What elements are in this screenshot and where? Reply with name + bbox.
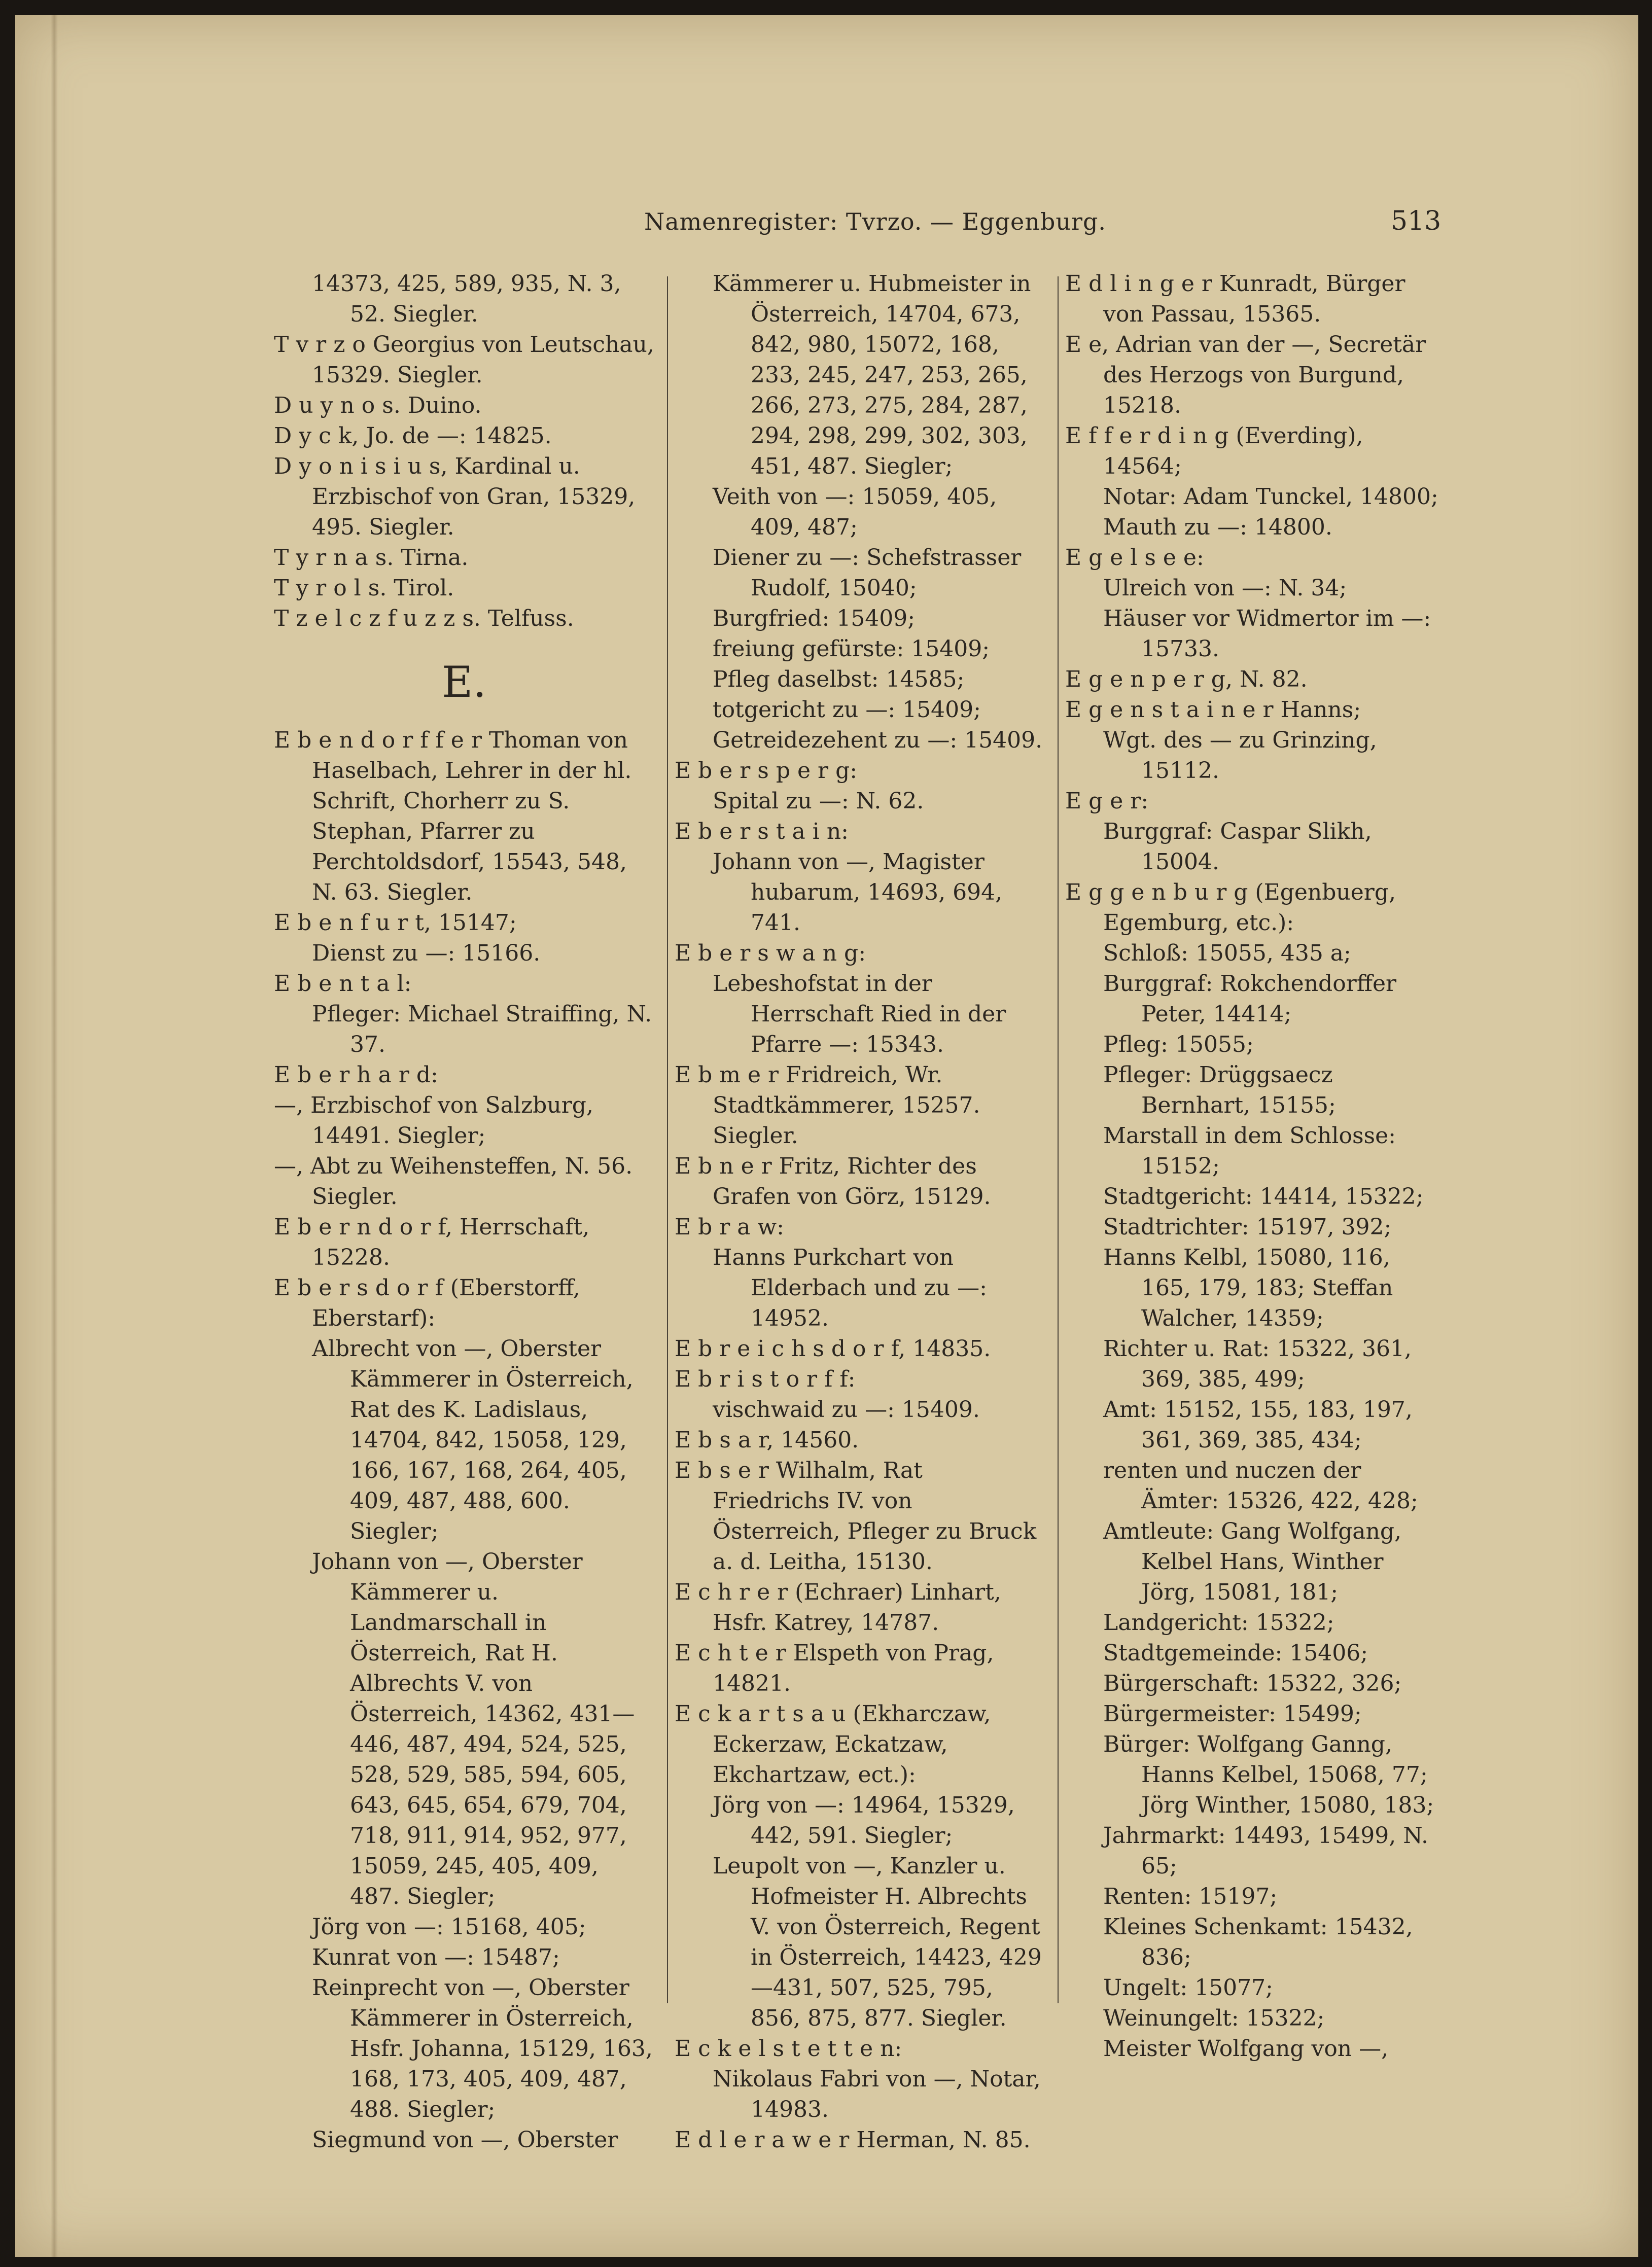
index-subentry: totgericht zu —: 15409; [713,697,981,723]
index-entry: E g e l s e e: [1065,545,1204,571]
index-subentry: Pfleger: Drüggsaecz Bernhart, 15155; [1103,1062,1336,1118]
index-subentry: 14373, 425, 589, 935, N. 3, 52. Siegler. [312,271,621,327]
index-subentry: Nikolaus Fabri von —, Notar, 14983. [713,2066,1041,2122]
index-entry: E b e r s d o r f (Eberstorff, Eberstarf): [274,1275,580,1331]
index-subentry: Hanns Kelbl, 15080, 116, 165, 179, 183; Steffan Walcher, 14359; [1103,1245,1393,1331]
index-subentry: Notar: Adam Tunckel, 14800; [1103,484,1438,510]
index-subentry: Bürgerschaft: 15322, 326; [1103,1671,1402,1696]
index-subentry: Jörg von —: 15168, 405; [312,1914,586,1940]
index-subentry: Amtleute: Gang Wolfgang, Kelbel Hans, Winther Jörg, 15081, 181; [1103,1518,1402,1605]
index-entry: E b e r s t a i n: [675,819,849,844]
index-subentry: Amt: 15152, 155, 183, 197, 361, 369, 385, 434; [1103,1397,1413,1453]
index-entry: E b s e r Wilhalm, Rat Friedrichs IV. von Österreich, Pfleger zu Bruck a. d. Leitha, 15130. [675,1458,1037,1575]
page-spine-shadow [51,15,58,2257]
index-entry: D y c k, Jo. de —: 14825. [274,423,552,449]
index-entry: —, Erzbischof von Salzburg, 14491. Siegler; [274,1092,593,1149]
index-subentry: vischwaid zu —: 15409. [713,1397,980,1423]
index-entry: E b e r h a r d: [274,1062,438,1088]
index-entry: T v r z o Georgius von Leutschau, 15329. Siegler. [274,332,654,388]
index-subentry: Jörg von —: 14964, 15329, 442, 591. Siegler; [713,1792,1015,1849]
index-entry: E b m e r Fridreich, Wr. Stadtkämmerer, 15257. Siegler. [675,1062,980,1149]
index-entry: E g e n p e r g, N. 82. [1065,666,1308,692]
index-subentry: Ulreich von —: N. 34; [1103,575,1347,601]
index-subentry: Schloß: 15055, 435 a; [1103,940,1351,966]
index-subentry: Burggraf: Rokchendorffer Peter, 14414; [1103,971,1397,1027]
index-subentry: Landgericht: 15322; [1103,1610,1334,1636]
index-subentry: Hanns Purkchart von Elderbach und zu —: 14952. [713,1245,987,1331]
index-subentry: Burggraf: Caspar Slikh, 15004. [1103,819,1372,875]
index-entry: D y o n i s i u s, Kardinal u. Erzbischof von Gran, 15329, 495. Siegler. [274,453,636,540]
index-subentry: Häuser vor Widmertor im —: 15733. [1103,606,1431,662]
index-entry: E c k e l s t e t t e n: [675,2036,902,2062]
index-subentry: Johann von —, Magister hubarum, 14693, 694, 741. [713,849,1003,936]
column-divider-2 [1058,276,1059,2003]
index-entry: T z e l c z f u z z s. Telfuss. [274,606,574,631]
index-subentry: Wgt. des — zu Grinzing, 15112. [1103,727,1377,784]
column-divider-1 [667,276,668,2003]
index-subentry: Kleines Schenkamt: 15432, 836; [1103,1914,1413,1970]
index-subentry: Stadtgemeinde: 15406; [1103,1640,1368,1666]
index-subentry: Mauth zu —: 14800. [1103,514,1332,540]
index-subentry: Stadtgericht: 14414, 15322; [1103,1184,1424,1210]
index-entry: E d l i n g e r Kunradt, Bürger von Passau, 15365. [1065,271,1405,327]
index-entry: E b r e i c h s d o r f, 14835. [675,1336,991,1362]
index-subentry: Siegmund von —, Oberster [312,2127,618,2153]
index-entry: E b e r s p e r g: [675,758,858,784]
index-subentry: Spital zu —: N. 62. [713,788,924,814]
index-column-3 [1065,269,1440,2064]
index-subentry: Stadtrichter: 15197, 392; [1103,1214,1392,1240]
index-entry: E b e r s w a n g: [675,940,866,966]
index-entry: T y r n a s. Tirna. [274,545,469,571]
index-entry: E g e r: [1065,788,1149,814]
index-entry: E b e n t a l: [274,971,412,997]
index-subentry: Reinprecht von —, Oberster Kämmerer in Österreich, Hsfr. Johanna, 15129, 163, 168, 173, 405, 409, 487, 488. Siegler; [312,1975,653,2122]
index-entry: E b e n d o r f f e r Thoman von Haselbach, Lehrer in der hl. Schrift, Chorherr zu S. Stephan, Pfarrer zu Perchtoldsdorf, 15543, 548, N. 63. Siegler. [274,727,632,905]
index-subentry: Weinungelt: 15322; [1103,2005,1325,2031]
index-entry: E b r i s t o r f f: [675,1366,856,1392]
index-subentry: Ungelt: 15077; [1103,1975,1273,2001]
index-subentry: Jahrmarkt: 14493, 15499, N. 65; [1103,1823,1428,1879]
running-head: Namenregister: Tvrzo. — Eggenburg. [644,208,1107,235]
index-subentry: Marstall in dem Schlosse: 15152; [1103,1123,1396,1179]
index-entry: E e, Adrian van der —, Secretär des Herzogs von Burgund, 15218. [1065,332,1426,418]
index-column-1 [274,269,654,2155]
index-subentry: Getreidezehent zu —: 15409. [713,727,1043,753]
index-entry: E c k a r t s a u (Ekharczaw, Eckerzaw, Eckatzaw, Ekchartzaw, ect.): [675,1701,991,1788]
index-subentry: Lebeshofstat in der Herrschaft Ried in der Pfarre —: 15343. [713,971,1006,1057]
index-subentry: Johann von —, Oberster Kämmerer u. Landmarschall in Österreich, Rat H. Albrechts V. von Österreich, 14362, 431—446, 487, 494, 524, 525, 528, 529, 585, 594, 605, 643, 645, 654, 679, 704, 718, 911, 914, 952, 977, 15059, 245, 405, 409, 487. Siegler; [312,1549,635,1909]
index-subentry: Albrecht von —, Oberster Kämmerer in Österreich, Rat des K. Ladislaus, 14704, 842, 15058, 129, 166, 167, 168, 264, 405, 409, 487, 488, 600. Siegler; [312,1336,634,1544]
book-page [15,15,1638,2257]
index-subentry: Pfleg: 15055; [1103,1032,1254,1057]
index-entry: E c h t e r Elspeth von Prag, 14821. [675,1640,994,1696]
index-subentry: Renten: 15197; [1103,1884,1278,1909]
index-subentry: Pfleger: Michael Straiffing, N. 37. [312,1001,652,1057]
index-subentry: Bürgermeister: 15499; [1103,1701,1362,1727]
index-subentry: Leupolt von —, Kanzler u. Hofmeister H. Albrechts V. von Österreich, Regent in Österreich, 14423, 429—431, 507, 525, 795, 856, 875, 877. Siegler. [713,1853,1042,2031]
index-subentry: Dienst zu —: 15166. [312,940,541,966]
index-entry: E b e r n d o r f, Herrschaft, 15228. [274,1214,590,1270]
index-entry: —, Abt zu Weihensteffen, N. 56. Siegler. [274,1153,633,1210]
index-entry: E g e n s t a i n e r Hanns; [1065,697,1361,723]
page-number: 513 [1391,206,1442,236]
index-subentry: renten und nuczen der Ämter: 15326, 422, 428; [1103,1458,1418,1514]
index-entry: E g g e n b u r g (Egenbuerg, Egemburg, etc.): [1065,879,1396,936]
index-subentry: Meister Wolfgang von —, [1103,2036,1389,2062]
index-subentry: Diener zu —: Schefstrasser Rudolf, 15040; [713,545,1022,601]
index-subentry: Richter u. Rat: 15322, 361, 369, 385, 499; [1103,1336,1412,1392]
index-subentry: Kämmerer u. Hubmeister in Österreich, 14704, 673, 842, 980, 15072, 168, 233, 245, 247, 253, 265, 266, 273, 275, 284, 287, 294, 298, 299, 302, 303, 451, 487. Siegler; [713,271,1031,479]
index-entry: D u y n o s. Duino. [274,393,482,418]
index-subentry: Veith von —: 15059, 405, 409, 487; [713,484,997,540]
index-subentry: Burgfried: 15409; [713,606,916,631]
index-entry: T y r o l s. Tirol. [274,575,454,601]
index-entry: E c h r e r (Echraer) Linhart, Hsfr. Katrey, 14787. [675,1579,1001,1636]
index-subentry: Bürger: Wolfgang Ganng, Hanns Kelbel, 15068, 77; Jörg Winther, 15080, 183; [1103,1731,1434,1818]
index-subentry: Kunrat von —: 15487; [312,1944,560,1970]
index-column-2 [675,269,1045,2155]
index-subentry: freiung gefürste: 15409; [713,636,990,662]
index-entry: E b r a w: [675,1214,784,1240]
index-entry: E f f e r d i n g (Everding), 14564; [1065,423,1363,479]
index-entry: E b s a r, 14560. [675,1427,859,1453]
index-entry: E b e n f u r t, 15147; [274,910,517,936]
index-subentry: Pfleg daselbst: 14585; [713,666,965,692]
index-entry: E d l e r a w e r Herman, N. 85. [675,2127,1031,2153]
section-letter-heading: E. [441,657,487,707]
index-entry: E b n e r Fritz, Richter des Grafen von Görz, 15129. [675,1153,991,1210]
